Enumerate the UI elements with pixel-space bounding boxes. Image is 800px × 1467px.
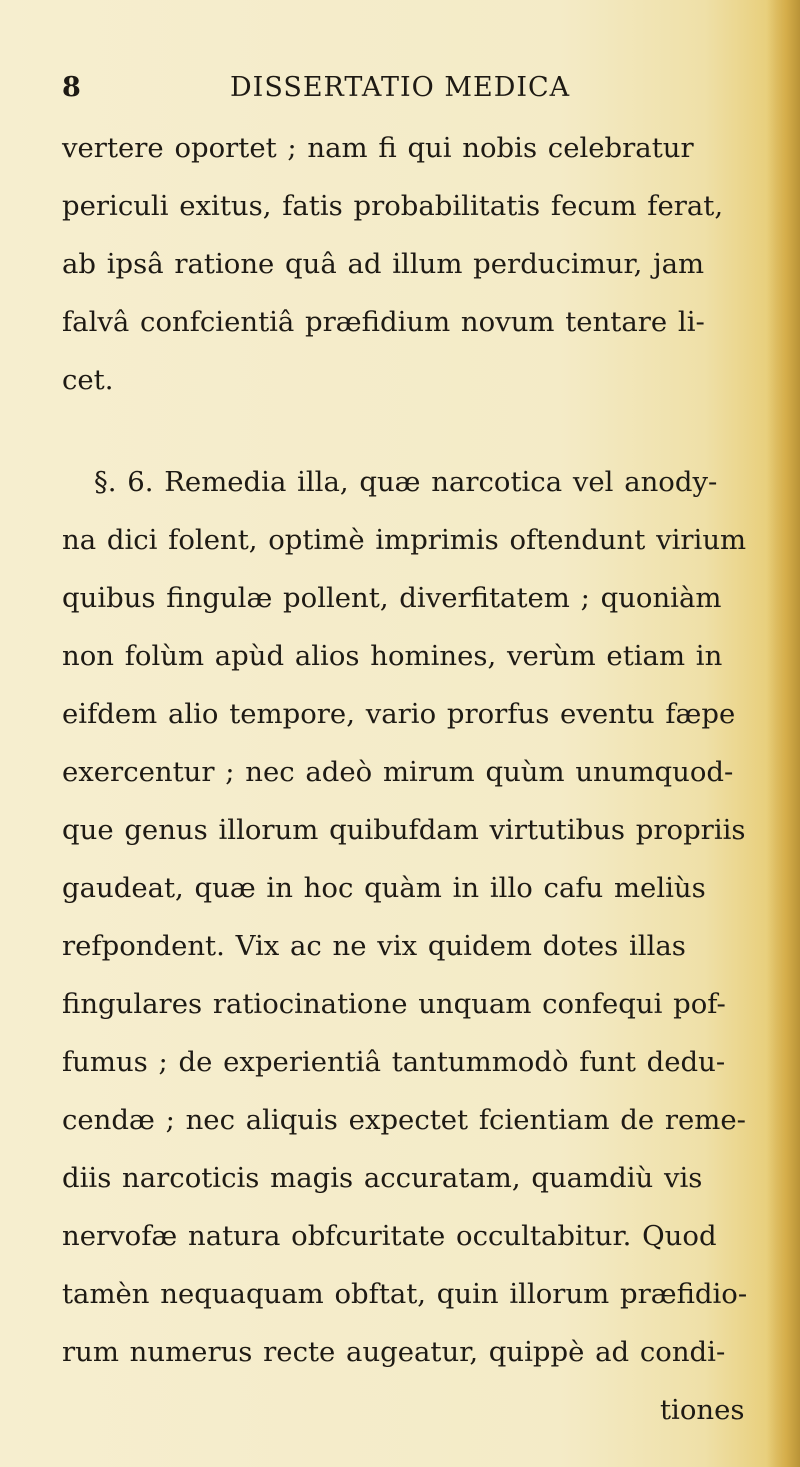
text-line: diis narcoticis magis accuratam, quamdiù vis [62, 1162, 703, 1194]
page-edge-shadow [766, 0, 800, 1467]
text-line-last: rum numerus recte augeatur, quippè ad condi- [62, 1336, 726, 1368]
header-title: DISSERTATIO MEDICA [230, 72, 571, 103]
paragraph-start-line: §. 6. Remedia illa, quæ narcotica vel anody- [94, 466, 718, 498]
text-line: exercentur ; nec adeò mirum quùm unumquod- [62, 756, 734, 788]
text-line: vertere oportet ; nam fi qui nobis celebratur [62, 132, 694, 164]
text-line: fingulares ratiocinatione unquam confequi pof- [62, 988, 726, 1020]
text-line: gaudeat, quæ in hoc quàm in illo cafu meliùs [62, 872, 706, 904]
text-line: que genus illorum quibufdam virtutibus propriis [62, 814, 746, 846]
text-line: nervofæ natura obfcuritate occultabitur. Quod [62, 1220, 717, 1252]
text-line: cendæ ; nec aliquis expectet fcientiam de reme- [62, 1104, 746, 1136]
text-line: quibus fingulæ pollent, diverfitatem ; quoniàm [62, 582, 722, 614]
text-line: eifdem alio tempore, vario prorfus eventu fæpe [62, 698, 736, 730]
text-line: na dici folent, optimè imprimis oftendunt virium [62, 524, 747, 556]
text-line: falvâ confcientiâ præfidium novum tentare li- [62, 306, 705, 338]
catchword: tiones [660, 1394, 745, 1426]
text-line: fumus ; de experientiâ tantummodò funt dedu- [62, 1046, 726, 1078]
text-line: ab ipsâ ratione quâ ad illum perducimur, jam [62, 248, 705, 280]
text-line: tamèn nequaquam obftat, quin illorum præfidio- [62, 1278, 748, 1310]
running-head [62, 72, 622, 112]
text-line: non folùm apùd alios homines, verùm etiam in [62, 640, 723, 672]
text-line: cet. [62, 364, 114, 396]
page-number: 8 [62, 72, 81, 103]
text-line: periculi exitus, fatis probabilitatis fecum ferat, [62, 190, 724, 222]
text-line: refpondent. Vix ac ne vix quidem dotes illas [62, 930, 686, 962]
